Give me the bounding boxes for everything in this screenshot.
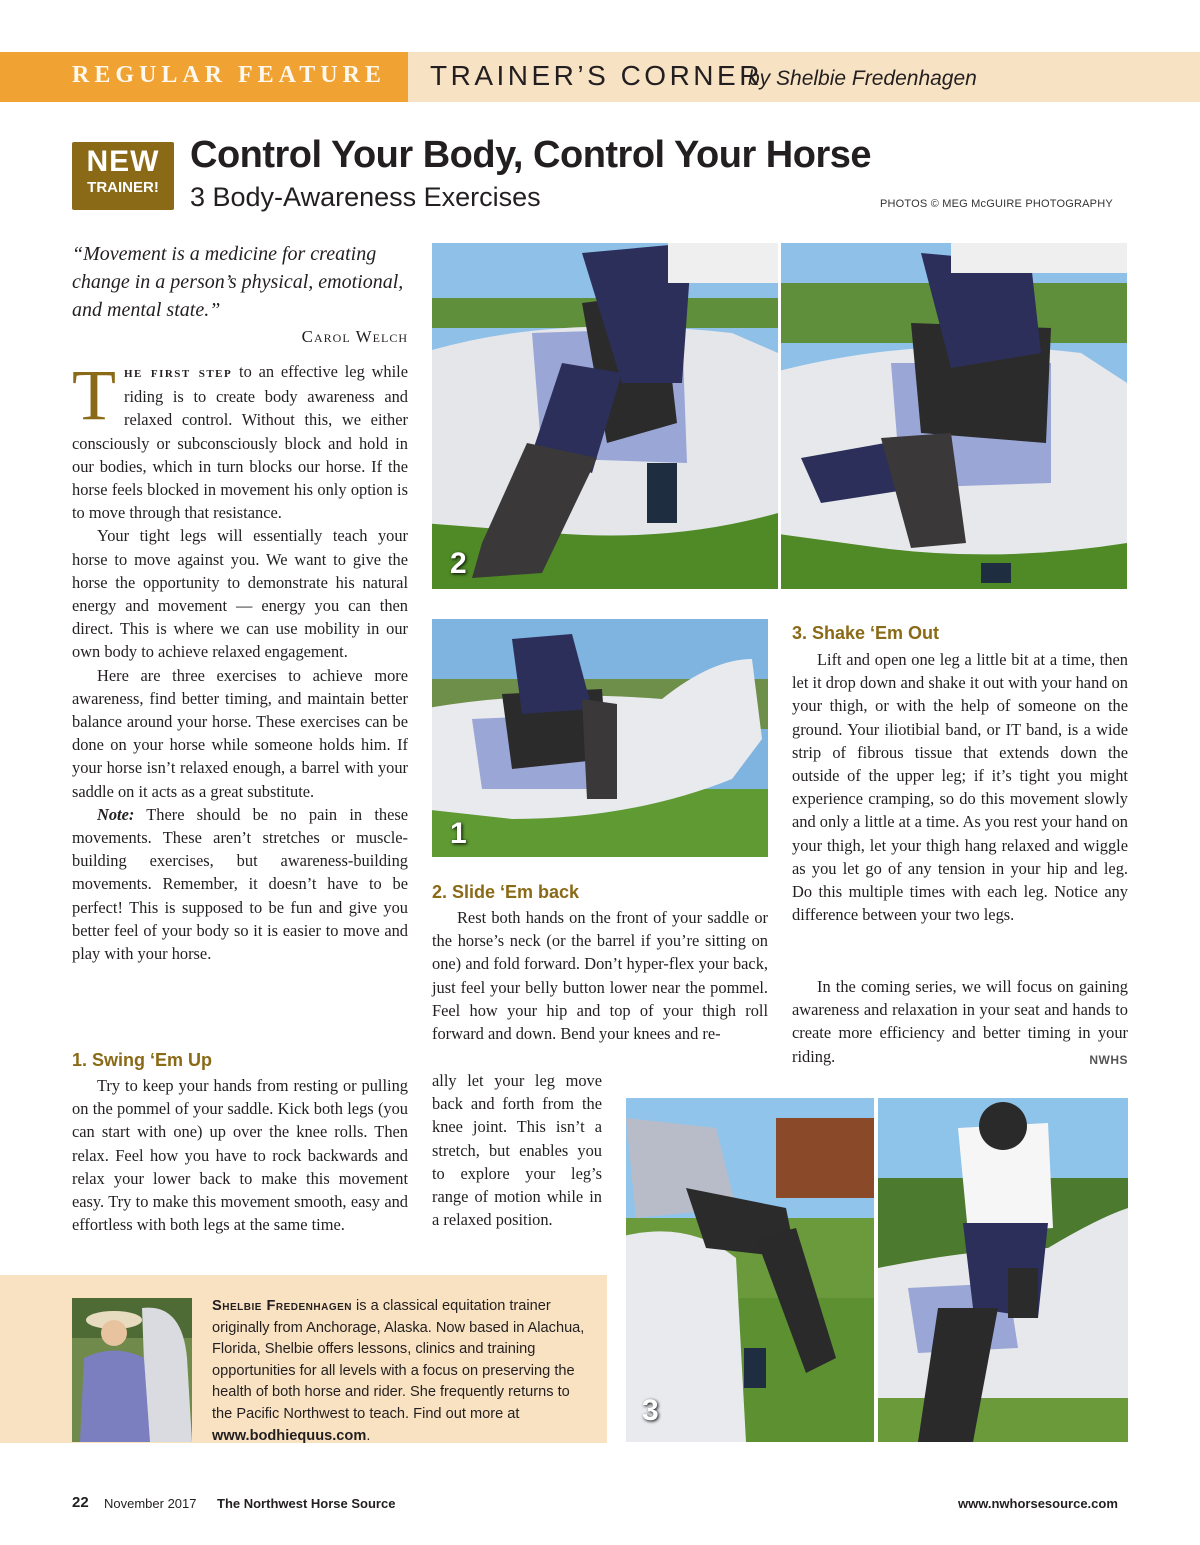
intro-paragraph	[72, 355, 408, 524]
bio-text: is a classical equitation trainer originally from Anchorage, Alaska. Now based in Alachua, Florida, Shelbie offers lessons, clinics and training opportunities for all levels with a focus on preserving the health of both horse and rider. She frequently returns to the Pacific Northwest to teach. Find out more at	[212, 1298, 585, 1422]
photo-exercise-2-b	[781, 243, 1127, 589]
paragraph-note	[72, 803, 408, 965]
drop-cap: T	[72, 355, 116, 435]
author-website-link[interactable]: www.bodhiequus.com	[212, 1427, 367, 1444]
photo-exercise-3-b	[878, 1098, 1128, 1442]
author-name: Shelbie Fredenhagen	[212, 1298, 352, 1314]
byline: by Shelbie Fredenhagen	[748, 67, 977, 90]
section-label: REGULAR FEATURE	[72, 62, 386, 88]
note-text: There should be no pain in these movements. These aren’t stretches or muscle-building exercises, but awareness-building movements. Remember, it doesn’t have to be perfect! This is supposed to be fun and give you better feel of your body so it is easier to move and play with your horse.	[72, 804, 408, 964]
photo-credit: PHOTOS © MEG McGUIRE PHOTOGRAPHY	[880, 198, 1113, 210]
magazine-website[interactable]: www.nwhorsesource.com	[958, 1496, 1118, 1511]
body-column-1	[72, 355, 408, 965]
closing-paragraph: In the coming series, we will focus on gaining awareness and relaxation in your seat and hands to create more efficiency and better timing in your riding.	[792, 977, 1128, 1066]
paragraph-3: Here are three exercises to achieve more awareness, find better timing, and maintain better balance around your horse. These exercises can be done on your horse while someone holds him. If your horse isn’t relaxed enough, a barrel with your saddle on it acts as a great substitute.	[72, 665, 408, 801]
exercise-2-text-block	[432, 906, 768, 1045]
quote-author: Carol Welch	[301, 327, 408, 346]
article-subtitle: 3 Body-Awareness Exercises	[190, 182, 541, 212]
author-photo	[72, 1298, 192, 1442]
author-bio	[212, 1296, 592, 1447]
paragraph-2: Your tight legs will essentially teach your horse to move against you. We want to give the horse the opportunity to demonstrate his natural energy and movement — energy you can then direct. This is where we can use mobility in our own body to achieve relaxed engagement.	[72, 526, 408, 662]
column-title: TRAINER’S CORNER	[430, 60, 763, 91]
photo-number-2: 2	[450, 547, 467, 580]
exercise-2-heading: 2. Slide ‘Em back	[432, 882, 580, 902]
intro-text: to an effective leg while riding is to create body awareness and relaxed control. Without this, we either consciously or subconsciously block and hold in our bodies, which in turn blocks our horse. If the horse feels blocked in movement his only option is to move through that resistance.	[72, 362, 408, 523]
signoff: NWHS	[1089, 1052, 1128, 1067]
photo-exercise-2-a	[432, 243, 778, 589]
badge-line-new: NEW	[86, 145, 160, 178]
exercise-3-heading: 3. Shake ‘Em Out	[792, 623, 940, 643]
photo-number-1: 1	[450, 817, 467, 850]
photo-exercise-3-a	[626, 1098, 874, 1442]
exercise-1-heading: 1. Swing ‘Em Up	[72, 1050, 213, 1070]
photo-exercise-1	[432, 619, 768, 857]
exercise-3-text-block	[792, 648, 1128, 926]
bio-end: .	[366, 1427, 371, 1444]
closing-text	[792, 975, 1128, 1068]
lead-in: he first step	[123, 365, 233, 381]
issue-date: November 2017	[104, 1496, 197, 1511]
article-title: Control Your Body, Control Your Horse	[190, 134, 871, 176]
exercise-3-text: Lift and open one leg a little bit at a time, then let it drop down and shake it out with your hand on your thigh, or with the help of someone on the ground. Your iliotibial band, or IT band, is a wide strip of fibrous tissue that extends down the outside of the upper leg; if it’s tight you might experience cramping, so do this movement slowly and only a little at a time. As you rest your hand on your thigh, let your thigh hang relaxed and wiggle as you let go of any tension in your hip and leg. Do this multiple times with each leg. Notice any difference between your two legs.	[792, 650, 1128, 925]
closing-block	[792, 975, 1128, 1072]
badge-line-trainer: TRAINER!	[87, 179, 159, 196]
page-number: 22	[72, 1494, 89, 1511]
pull-quote: “Movement is a medicine for creating change in a person’s physical, emotional, and mental state.”	[72, 243, 404, 321]
exercise-1-text: Try to keep your hands from resting or pulling on the pommel of your saddle. Kick both legs (you can start with one) up over the knee rolls. Then relax. Feel how you have to rock backwards and relax your lower back to make this movement easy. Try to make this movement smooth, easy and effortless with both legs at the same time.	[72, 1076, 408, 1235]
magazine-name: The Northwest Horse Source	[217, 1496, 396, 1511]
new-trainer-badge	[72, 142, 174, 210]
exercise-2-text-cont-block	[432, 1069, 602, 1231]
exercise-1-text-block	[72, 1074, 408, 1236]
exercise-2-text-cont: ally let your leg move back and forth from the knee joint. This isn’t a stretch, but enables you to explore your leg’s range of motion while in a relaxed position.	[432, 1071, 602, 1230]
photo-number-3: 3	[642, 1394, 659, 1427]
note-label: Note:	[97, 804, 135, 824]
exercise-2-text: Rest both hands on the front of your saddle or the horse’s neck (or the barrel if you’re sitting on one) and fold forward. Don’t hyper-flex your back, just feel your belly button lower near the pommel. Feel how your hip and top of your thigh roll forward and down. Bend your knees and re-	[432, 908, 768, 1044]
